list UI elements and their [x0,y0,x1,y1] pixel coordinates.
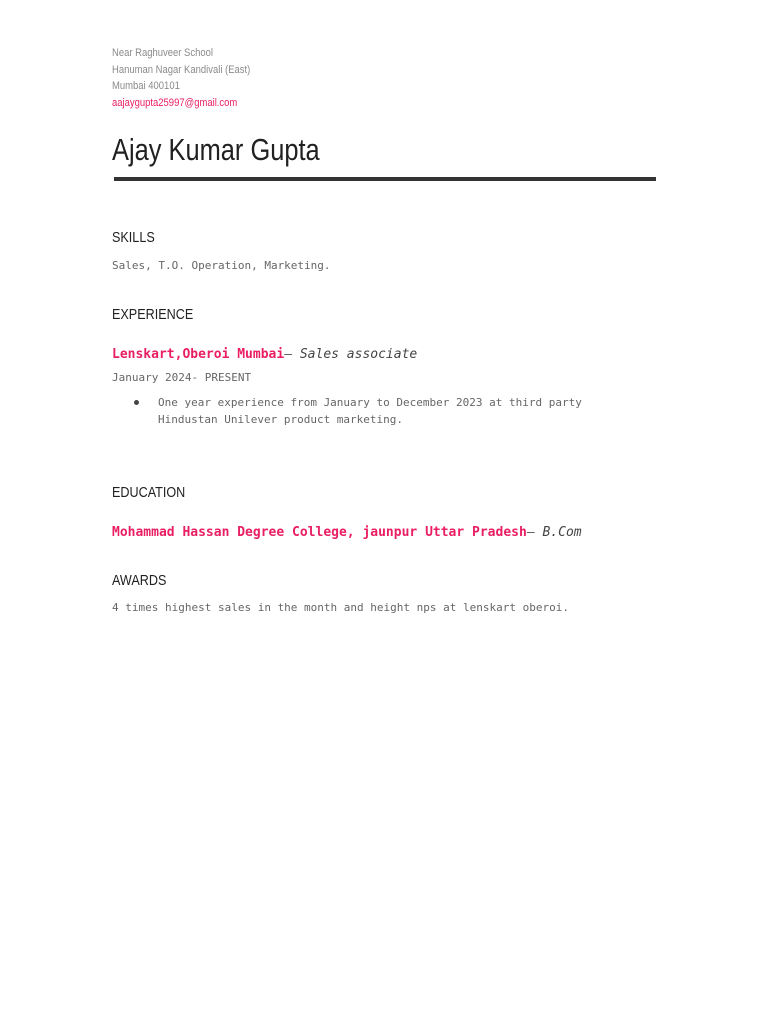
education-heading: EDUCATION [112,484,186,501]
candidate-name: Ajay Kumar Gupta [112,132,320,167]
list-item [112,394,632,428]
experience-bullets [112,394,632,428]
awards-text: 4 times highest sales in the month and height nps at lenskart oberoi. [112,601,569,614]
job-title-line [112,345,417,365]
company-name: Lenskart,Oberoi Mumbai [112,347,285,362]
email-link[interactable]: aajaygupta25997@gmail.com [112,96,238,109]
institution-name: Mohammad Hassan Degree College, jaunpur Uttar Pradesh [112,525,527,540]
separator: – [284,347,300,362]
bullet-icon [134,400,139,405]
address-line: Near Raghuveer School [112,47,213,59]
address-line: Mumbai 400101 [112,80,180,92]
degree: B.Com [542,525,582,540]
job-dates: January 2024- PRESENT [112,371,252,384]
header-divider [114,177,656,181]
job-role: Sales associate [299,347,418,362]
bullet-text: One year experience from January to December 2023 at third party Hindustan Unilever product marketing. [158,396,582,426]
separator: – [526,525,543,540]
contact-block [112,45,250,111]
skills-text: Sales, T.O. Operation, Marketing. [112,259,331,272]
awards-heading: AWARDS [112,572,167,589]
skills-heading: SKILLS [112,229,155,246]
address-line: Hanuman Nagar Kandivali (East) [112,63,251,76]
education-line [112,523,582,543]
experience-heading: EXPERIENCE [112,306,194,323]
